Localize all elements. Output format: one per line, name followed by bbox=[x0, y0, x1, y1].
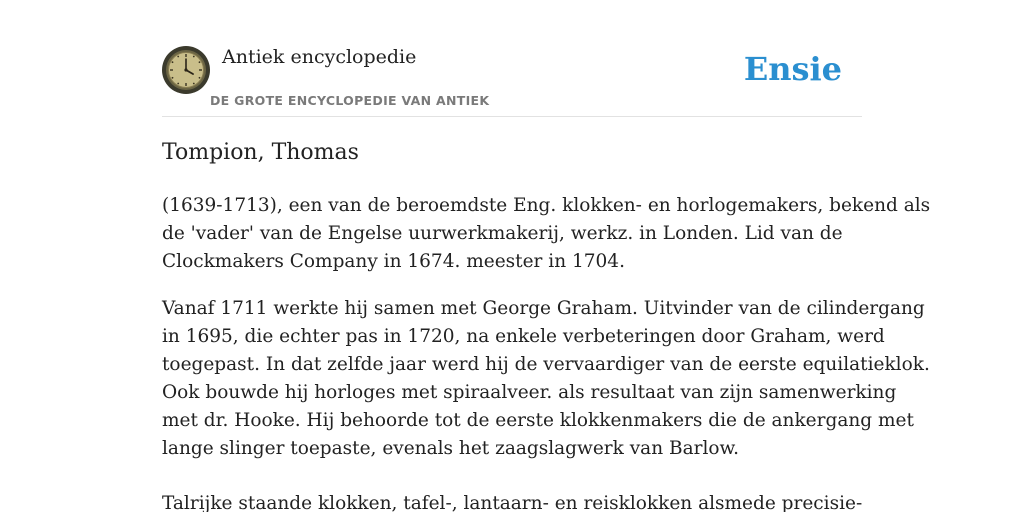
text-line: de 'vader' van de Engelse uurwerkmakerij, werkz. in Londen. Lid van de bbox=[162, 223, 843, 244]
text-line: Ook bouwde hij horloges met spiraalveer. als resultaat van zijn samenwerking bbox=[162, 382, 897, 403]
site-subtitle: DE GROTE ENCYCLOPEDIE VAN ANTIEK bbox=[210, 93, 490, 108]
article-paragraph bbox=[162, 295, 930, 463]
text-line: Vanaf 1711 werkte hij samen met George Graham. Uitvinder van de cilindergang bbox=[162, 298, 925, 319]
article-title: Tompion, Thomas bbox=[162, 140, 359, 165]
brand-logo[interactable]: Ensie bbox=[743, 50, 842, 88]
text-line: (1639-1713), een van de beroemdste Eng. klokken- en horlogemakers, bekend als bbox=[162, 195, 931, 216]
site-title[interactable]: Antiek encyclopedie bbox=[222, 46, 417, 68]
text-line: met dr. Hooke. Hij behoorde tot de eerste klokkenmakers die de ankergang met bbox=[162, 410, 914, 431]
text-line: lange slinger toepaste, evenals het zaagslagwerk van Barlow. bbox=[162, 438, 740, 459]
text-line: Talrijke staande klokken, tafel-, lantaarn- en reisklokken alsmede precisie- bbox=[162, 493, 863, 512]
clock-icon[interactable] bbox=[162, 46, 210, 94]
text-line: toegepast. In dat zelfde jaar werd hij de vervaardiger van de eerste equilatieklok. bbox=[162, 354, 930, 375]
page-container bbox=[162, 0, 931, 512]
text-line: in 1695, die echter pas in 1720, na enkele verbeteringen door Graham, werd bbox=[162, 326, 885, 347]
article-paragraph bbox=[162, 192, 931, 276]
text-line: Clockmakers Company in 1674. meester in 1704. bbox=[162, 251, 625, 272]
article-paragraph bbox=[162, 490, 862, 512]
site-header bbox=[162, 0, 862, 117]
